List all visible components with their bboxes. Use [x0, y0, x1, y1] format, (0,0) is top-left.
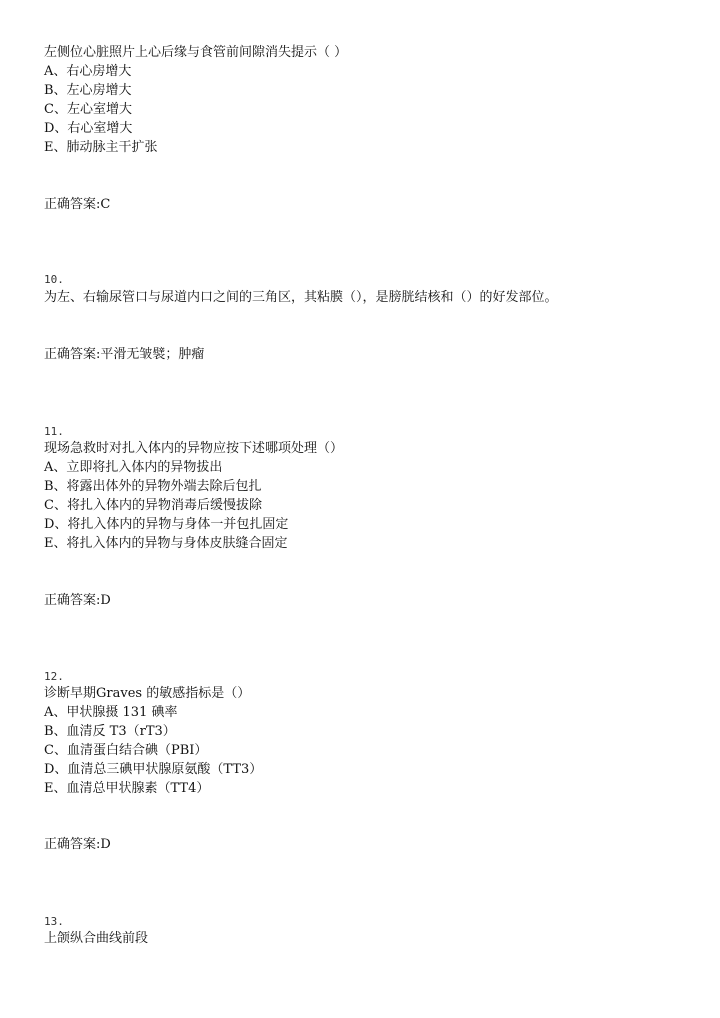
q9-option-c: C、左心室增大 [44, 102, 132, 117]
q11-option-a: A、立即将扎入体内的异物拔出 [44, 460, 223, 475]
q10-answer: 正确答案:平滑无皱襞；肿瘤 [44, 347, 205, 362]
q11-option-e: E、将扎入体内的异物与身体皮肤缝合固定 [44, 536, 288, 551]
q12-number: 12. [44, 670, 64, 683]
q9-stem: 左侧位心脏照片上心后缘与食管前间隙消失提示（ ） [44, 45, 348, 60]
q9-answer: 正确答案:C [44, 197, 111, 212]
q11-option-b: B、将露出体外的异物外端去除后包扎 [44, 479, 262, 494]
q11-stem: 现场急救时对扎入体内的异物应按下述哪项处理（） [44, 441, 344, 456]
q12-option-b: B、血清反 T3（rT3） [44, 724, 176, 739]
q13-stem: 上颌纵合曲线前段 [44, 931, 149, 946]
q12-stem: 诊断早期Graves 的敏感指标是（） [44, 686, 251, 701]
q11-number: 11. [44, 425, 64, 438]
q11-option-c: C、将扎入体内的异物消毒后缓慢拔除 [44, 498, 262, 513]
q12-option-d: D、血清总三碘甲状腺原氨酸（TT3） [44, 762, 263, 777]
q9-option-a: A、右心房增大 [44, 64, 132, 79]
q10-stem: 为左、右输尿管口与尿道内口之间的三角区，其粘膜（），是膀胱结核和（）的好发部位。 [44, 290, 558, 305]
q12-option-c: C、血清蛋白结合碘（PBI） [44, 743, 208, 758]
q11-option-d: D、将扎入体内的异物与身体一并包扎固定 [44, 517, 289, 532]
q9-option-d: D、右心室增大 [44, 121, 133, 136]
q12-option-a: A、甲状腺摄 131 碘率 [44, 705, 178, 720]
q12-answer: 正确答案:D [44, 837, 111, 852]
q9-option-e: E、肺动脉主干扩张 [44, 140, 158, 155]
q12-option-e: E、血清总甲状腺素（TT4） [44, 781, 210, 796]
q11-answer: 正确答案:D [44, 593, 111, 608]
q10-number: 10. [44, 273, 64, 286]
q13-number: 13. [44, 915, 64, 928]
q9-option-b: B、左心房增大 [44, 83, 132, 98]
